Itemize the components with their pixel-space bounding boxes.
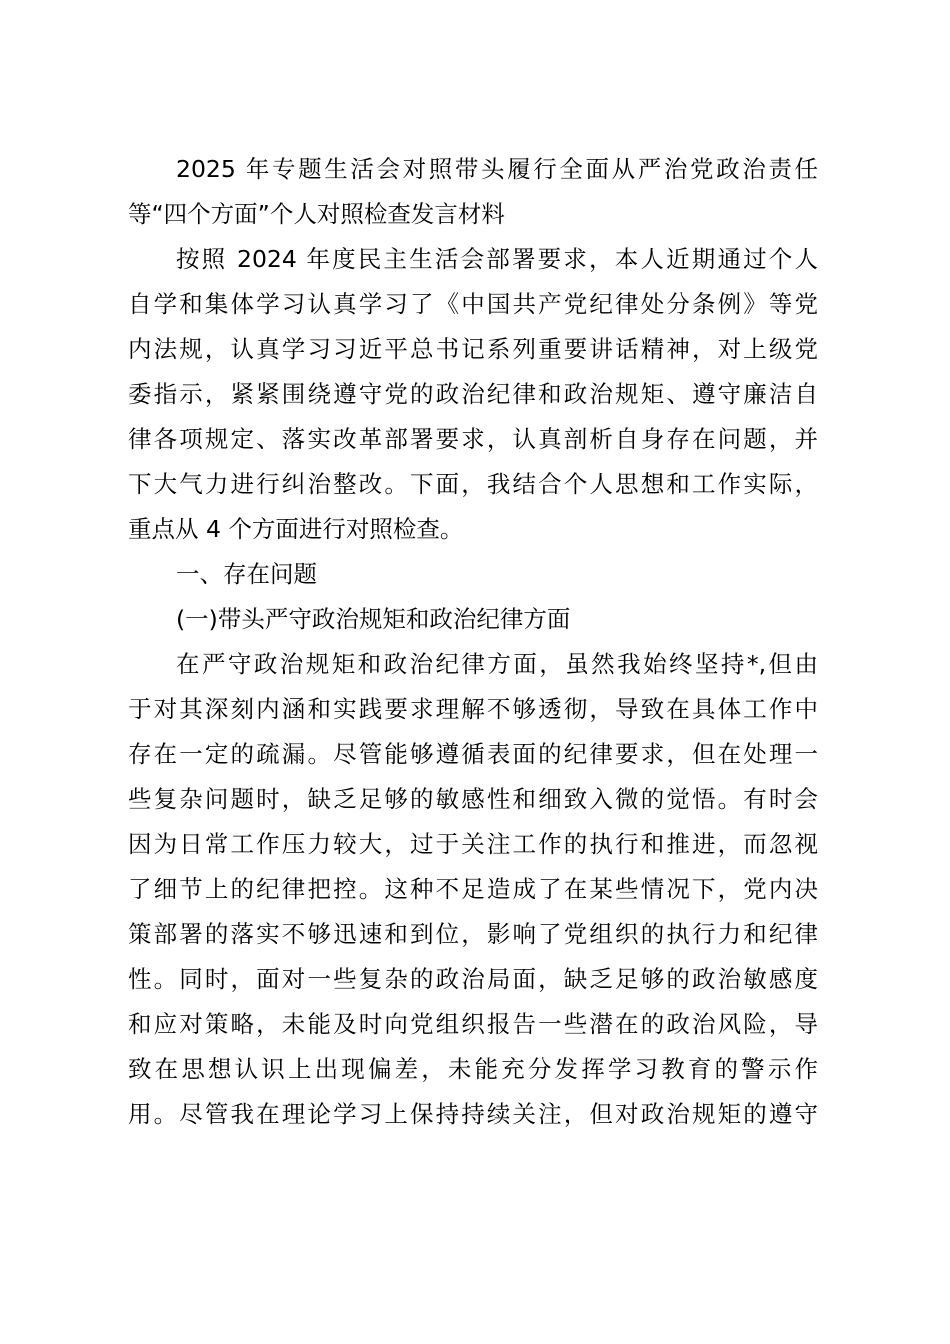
body-paragraph bbox=[128, 642, 818, 1137]
section-heading: 一、存在问题 bbox=[176, 560, 317, 588]
body-line: 因为日常工作压力较大，过于关注工作的执行和推进，而忽视 bbox=[128, 830, 818, 858]
intro-line: 律各项规定、落实改革部署要求，认真剖析自身存在问题，并 bbox=[128, 425, 818, 453]
body-line: 于对其深刻内涵和实践要求理解不够透彻，导致在具体工作中 bbox=[128, 695, 818, 723]
intro-line: 下大气力进行纠治整改。下面，我结合个人思想和工作实际， bbox=[128, 470, 818, 498]
intro-line: 内法规，认真学习习近平总书记系列重要讲话精神，对上级党 bbox=[128, 335, 818, 363]
body-line: 用。尽管我在理论学习上保持持续关注，但对政治规矩的遵守 bbox=[128, 1100, 818, 1128]
body-line: 了细节上的纪律把控。这种不足造成了在某些情况下，党内决 bbox=[128, 875, 818, 903]
subsection-heading: (一)带头严守政治规矩和政治纪律方面 bbox=[176, 605, 571, 633]
body-line: 性。同时，面对一些复杂的政治局面，缺乏足够的政治敏感度 bbox=[128, 965, 818, 993]
intro-line: 按照 2024 年度民主生活会部署要求，本人近期通过个人 bbox=[176, 245, 818, 273]
body-line: 策部署的落实不够迅速和到位，影响了党组织的执行力和纪律 bbox=[128, 920, 818, 948]
body-line: 致在思想认识上出现偏差，未能充分发挥学习教育的警示作 bbox=[128, 1055, 818, 1083]
intro-line: 委指示，紧紧围绕遵守党的政治纪律和政治规矩、遵守廉洁自 bbox=[128, 380, 818, 408]
body-line: 在严守政治规矩和政治纪律方面，虽然我始终坚持*,但由 bbox=[176, 650, 818, 678]
document-body bbox=[128, 147, 818, 1137]
title-line: 等“四个方面”个人对照检查发言材料 bbox=[128, 200, 505, 228]
document-title bbox=[128, 147, 818, 237]
title-line: 2025 年专题生活会对照带头履行全面从严治党政治责任 bbox=[176, 155, 818, 183]
intro-line: 重点从 4 个方面进行对照检查。 bbox=[128, 515, 464, 543]
intro-line: 自学和集体学习认真学习了《中国共产党纪律处分条例》等党 bbox=[128, 290, 818, 318]
body-line: 些复杂问题时，缺乏足够的敏感性和细致入微的觉悟。有时会 bbox=[128, 785, 818, 813]
body-line: 存在一定的疏漏。尽管能够遵循表面的纪律要求，但在处理一 bbox=[128, 740, 818, 768]
body-line: 和应对策略，未能及时向党组织报告一些潜在的政治风险，导 bbox=[128, 1010, 818, 1038]
intro-paragraph bbox=[128, 237, 818, 552]
